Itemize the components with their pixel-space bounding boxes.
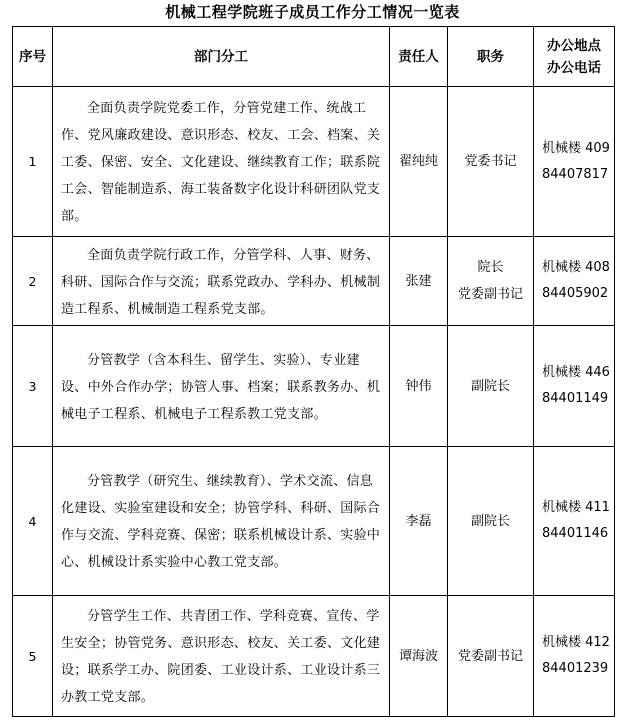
row-index: 1 — [13, 87, 53, 237]
row-duty: 分管学生工作、共青团工作、学科竞赛、宣传、学生安全；协管党务、意识形态、校友、关工委、文化建设；联系学工办、院团委、工业设计系、工业设计系三办教工党支部。 — [53, 596, 390, 717]
row-duty: 分管教学（研究生、继续教育）、学术交流、信息化建设、实验室建设和安全；协管学科、科研、国际合作与交流、学科竞赛、保密；联系机械设计系、实验中心、机械设计系实验中心教工党支部。 — [53, 447, 390, 596]
row-position — [448, 596, 534, 717]
row-office-location: 机械楼 411 — [542, 500, 610, 515]
header-position: 职务 — [448, 27, 534, 87]
row-index: 5 — [13, 596, 53, 717]
header-office — [534, 27, 615, 87]
header-office-location: 办公地点 — [547, 37, 601, 54]
row-office-phone: 84401239 — [542, 661, 609, 676]
header-index: 序号 — [13, 27, 53, 87]
assignment-table — [12, 26, 615, 717]
row-position-line1: 党委副书记 — [457, 648, 523, 664]
row-position-line1: 党委书记 — [464, 154, 517, 169]
row-person: 张建 — [390, 237, 448, 326]
document-title: 机械工程学院班子成员工作分工情况一览表 — [165, 3, 460, 21]
table-row — [13, 326, 615, 447]
row-office-phone: 84407817 — [542, 166, 609, 182]
row-office-location: 机械楼 408 — [542, 260, 610, 275]
row-position — [448, 326, 534, 447]
row-office-phone: 84401149 — [542, 391, 609, 406]
row-office-location: 机械楼 412 — [542, 635, 610, 650]
row-duty: 分管教学（含本科生、留学生、实验）、专业建设、中外合作办学；协管人事、档案；联系教务办、机械电子工程系、机械电子工程系教工党支部。 — [53, 326, 390, 447]
row-position — [448, 237, 534, 326]
row-office-phone: 84405902 — [542, 286, 609, 301]
row-duty: 全面负责学院党委工作，分管党建工作、统战工作、党风廉政建设、意识形态、校友、工会、档案、关工委、保密、安全、文化建设、继续教育工作；联系院工会、智能制造系、海工装备数字化设计科研团队党支部。 — [53, 87, 390, 237]
row-office — [534, 326, 615, 447]
row-index: 3 — [13, 326, 53, 447]
header-duty: 部门分工 — [53, 27, 390, 87]
row-index: 4 — [13, 447, 53, 596]
row-index: 2 — [13, 237, 53, 326]
row-office-location: 机械楼 446 — [542, 365, 610, 380]
row-office-phone: 84401146 — [542, 526, 609, 541]
table-row — [13, 596, 615, 717]
row-office — [534, 596, 615, 717]
table-row — [13, 447, 615, 596]
row-office-location: 机械楼 409 — [542, 140, 610, 156]
table-header-row — [13, 27, 615, 87]
row-position-line1: 副院长 — [470, 378, 510, 394]
row-person: 李磊 — [390, 447, 448, 596]
row-office — [534, 237, 615, 326]
header-person: 责任人 — [390, 27, 448, 87]
row-position-line1: 副院长 — [470, 513, 510, 529]
row-person: 翟纯纯 — [390, 87, 448, 237]
row-position — [448, 447, 534, 596]
row-position — [448, 87, 534, 237]
row-office — [534, 87, 615, 237]
row-position-line2: 党委副书记 — [457, 287, 523, 302]
table-row — [13, 87, 615, 237]
row-office — [534, 447, 615, 596]
row-person: 钟伟 — [390, 326, 448, 447]
header-office-phone: 办公电话 — [547, 59, 601, 76]
row-position-line1: 院长 — [477, 260, 504, 275]
row-person: 谭海波 — [390, 596, 448, 717]
table-row — [13, 237, 615, 326]
row-duty: 全面负责学院行政工作，分管学科、人事、财务、科研、国际合作与交流；联系党政办、学科办、机械制造工程系、机械制造工程系党支部。 — [53, 237, 390, 326]
